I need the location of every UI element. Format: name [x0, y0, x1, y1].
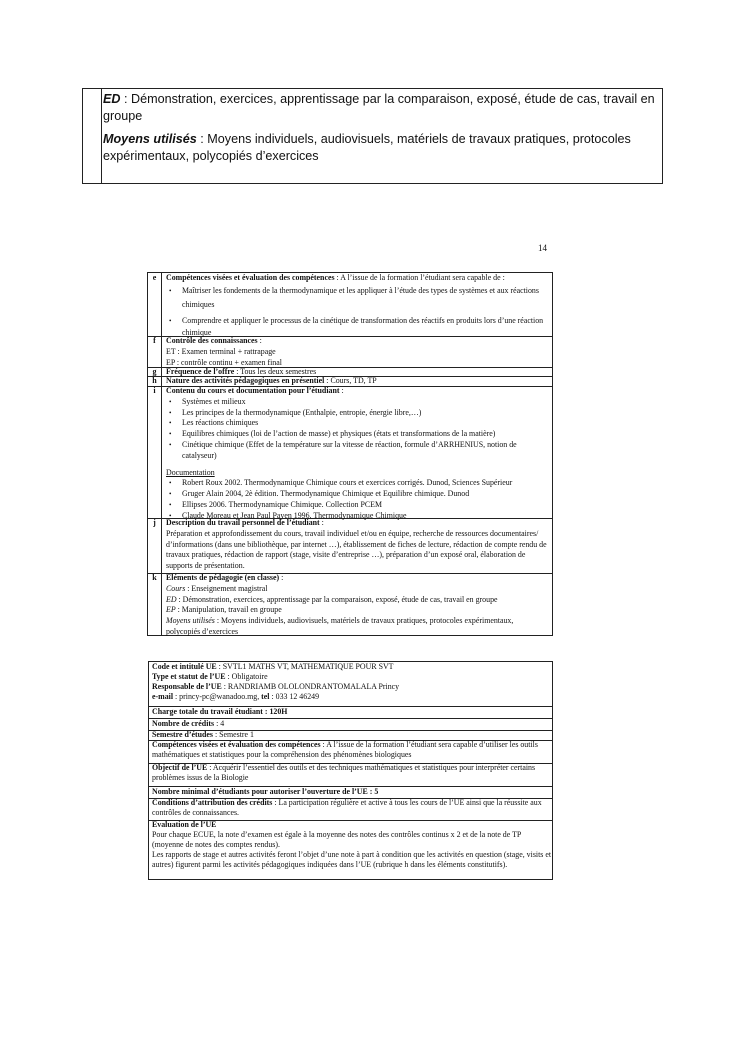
row-f-content — [166, 336, 549, 368]
travail-text: Préparation et approfondissement du cours, travail individuel et/ou en équipe, recherche de ressources documentaires/ d’informations (dans une bibliothèque, par internet …), établissement de fiches de lecture, rédaction de compte rendu de travaux pratiques, rédaction de rapport (stage, visite d’entreprise …), préparation d’un exposé oral, élaboration de supports de présentation. — [166, 528, 547, 571]
travail-suffix: : — [319, 518, 324, 527]
row-f — [148, 336, 552, 368]
page-number: 14 — [538, 243, 547, 253]
controle-line-et: ET : Examen terminal + rattrapage — [166, 346, 276, 356]
row-letter: j — [148, 518, 162, 573]
controle-title: Contrôle des connaissances — [166, 336, 258, 345]
nombre-min-row: Nombre minimal d’étudiants pour autoriser l’ouverture de l’UE : 5 — [149, 786, 552, 799]
ep-text: : Manipulation, travail en groupe — [175, 605, 282, 615]
elements-suffix: : — [279, 573, 284, 582]
evaluation-title: Evaluation de l’UE — [152, 820, 217, 829]
list-item: • Equilibres chimiques (loi de l’action de masse) et physiques (états et transformations de la matière) — [182, 429, 549, 440]
code-label: Code et intitulé UE — [152, 662, 217, 671]
list-item: • Les réactions chimiques — [182, 418, 549, 429]
credits-text: : 4 — [214, 719, 225, 728]
row-j-content — [166, 518, 549, 572]
row-e — [148, 273, 552, 337]
semestre-label: Semestre d’études — [152, 730, 213, 739]
row-letter: g — [148, 367, 162, 376]
contenu-list — [166, 397, 549, 462]
row-letter: f — [148, 336, 162, 367]
moyens-text: : Moyens individuels, audiovisuels, matériels de travaux pratiques, protocoles expérimentaux, polycopiés d’exercices — [166, 616, 514, 636]
competences-list — [166, 284, 549, 339]
row-e-content — [166, 273, 549, 339]
row-h-content — [166, 376, 549, 386]
row-letter: h — [148, 376, 162, 386]
objectif-row — [149, 763, 552, 787]
documentation-title: Documentation — [166, 467, 215, 477]
code-text: : SVTL1 MATHS VT, MATHEMATIQUE POUR SVT — [216, 662, 394, 671]
responsable-label: Responsable de l’UE — [152, 682, 222, 691]
ue-info-table — [148, 661, 553, 880]
nature-text: : Cours, TD, TP — [324, 376, 377, 385]
ep-label: EP — [166, 605, 176, 615]
row-i — [148, 386, 552, 519]
row-j — [148, 518, 552, 574]
frequence-text: : Tous les deux semestres — [234, 367, 317, 376]
controle-suffix: : — [257, 336, 262, 345]
list-item: • Robert Roux 2002. Thermodynamique Chimique cours et exercices corrigés. Dunod, Sciences Supérieur — [182, 478, 549, 489]
top-box-content — [103, 91, 658, 171]
ue-header-row — [149, 662, 552, 707]
list-item: • Cinétique chimique (Effet de la température sur la vitesse de réaction, formule d’ARRHENIUS, notion de catalyseur) — [182, 440, 549, 462]
contenu-title: Contenu du cours et documentation pour l’étudiant — [166, 386, 340, 395]
row-g-content — [166, 367, 549, 376]
list-item: • Les principes de la thermodynamique (Enthalpie, entropie, énergie libre,…) — [182, 408, 549, 419]
competences-row — [149, 740, 552, 764]
moyens-label: Moyens utilisés — [166, 616, 215, 626]
cours-text: : Enseignement magistral — [185, 583, 268, 593]
competences-text: : A l’issue de la formation l’étudiant sera capable de : — [334, 273, 505, 282]
bottom-competences-text: : A l’issue de la formation l’étudiant sera capable d’utiliser les outils mathématiques et statistiques pour la compréhension des phénomènes biologiques — [152, 740, 538, 759]
top-box-side-column — [83, 89, 102, 183]
competences-title: Compétences visées et évaluation des compétences — [166, 273, 335, 282]
row-letter: e — [148, 273, 162, 336]
conditions-row — [149, 798, 552, 821]
top-pedagogy-box — [82, 88, 663, 184]
nature-title: Nature des activités pédagogiques en présentiel — [166, 376, 325, 385]
ed-text: : Démonstration, exercices, apprentissage par la comparaison, exposé, étude de cas, travail en groupe — [176, 594, 498, 604]
charge-row: Charge totale du travail étudiant : 120H — [149, 706, 552, 719]
row-k — [148, 573, 552, 635]
list-item: • Systèmes et milieux — [182, 397, 549, 408]
elements-title: Eléments de pédagogie (en classe) — [166, 573, 280, 582]
tel-label: tel — [261, 692, 270, 701]
ed-label: ED — [166, 594, 177, 604]
semestre-text: : Semestre 1 — [213, 730, 254, 739]
top-moyens-paragraph — [103, 131, 658, 164]
course-detail-table — [147, 272, 553, 636]
list-item: • Ellipses 2006. Thermodynamique Chimique. Collection PCEM — [182, 500, 549, 511]
list-item: • Maîtriser les fondements de la thermodynamique et les appliquer à l’étude des types de systèmes et aux réactions chimiques — [182, 284, 549, 312]
top-ed-paragraph — [103, 91, 658, 124]
email-text: : princy-pc@wanadoo.mg, — [173, 692, 262, 701]
top-ed-label: ED — [103, 92, 121, 106]
conditions-label: Conditions d’attribution des crédits — [152, 798, 273, 807]
contenu-suffix: : — [339, 386, 344, 395]
row-i-content — [166, 386, 549, 522]
top-ed-text: : Démonstration, exercices, apprentissage par la comparaison, exposé, étude de cas, travail en groupe — [103, 92, 655, 123]
row-k-content — [166, 573, 549, 638]
evaluation-paragraph-1: Pour chaque ECUE, la note d’examen est égale à la moyenne des notes des contrôles continus x 2 et de la note de TP (moyenne de notes des comptes rendus). — [152, 830, 521, 849]
list-item: • Comprendre et appliquer le processus de la cinétique de transformation des réactifs en produits lors d’une réaction chimique — [182, 315, 549, 339]
tel-text: : 033 12 46249 — [269, 692, 320, 701]
list-item: • Claude Moreau et Jean Paul Payen 1996. Thermodynamique Chimique — [182, 511, 549, 522]
documentation-list — [166, 478, 549, 521]
top-moyens-text: : Moyens individuels, audiovisuels, matériels de travaux pratiques, protocoles expérimentaux, polycopiés d’exercices — [103, 132, 631, 163]
row-letter: k — [148, 573, 162, 635]
conditions-text: : La participation régulière et active à tous les cours de l’UE ainsi que la réussite aux contrôles de connaissances. — [152, 798, 542, 817]
evaluation-paragraph-2: Les rapports de stage et autres activités feront l’objet d’une note à part à condition que les activités en question (stage, visits et autres) figurent parmi les activités pédagogiques indiquées dans l’UE (rubrique h dans les éléments constitutifs). — [152, 850, 552, 869]
objectif-label: Objectif de l’UE — [152, 763, 208, 772]
list-item: • Gruger Alain 2004, 2è édition. Thermodynamique Chimique et Equilibre chimique. Dunod — [182, 489, 549, 500]
credits-label: Nombre de crédits — [152, 719, 215, 728]
top-moyens-label: Moyens utilisés — [103, 132, 197, 146]
row-letter: i — [148, 386, 162, 518]
email-label: e-mail — [152, 692, 174, 701]
responsable-text: : RANDRIAMB OLOLONDRANTOMALALA Princy — [221, 682, 400, 691]
controle-line-ep: EP : contrôle continu + examen final — [166, 357, 282, 367]
objectif-text: : Acquérir l’essentiel des outils et des techniques mathématiques et statistiques pour interpréter certains problèmes issus de la Biologie — [152, 763, 536, 782]
cours-label: Cours — [166, 583, 186, 593]
travail-title: Description du travail personnel de l’étudiant — [166, 518, 320, 527]
type-text: : Obligatoire — [225, 672, 268, 681]
bottom-competences-label: Compétences visées et évaluation des compétences — [152, 740, 321, 749]
evaluation-row — [149, 820, 552, 878]
frequence-title: Fréquence de l’offre — [166, 367, 235, 376]
type-label: Type et statut de l’UE — [152, 672, 226, 681]
